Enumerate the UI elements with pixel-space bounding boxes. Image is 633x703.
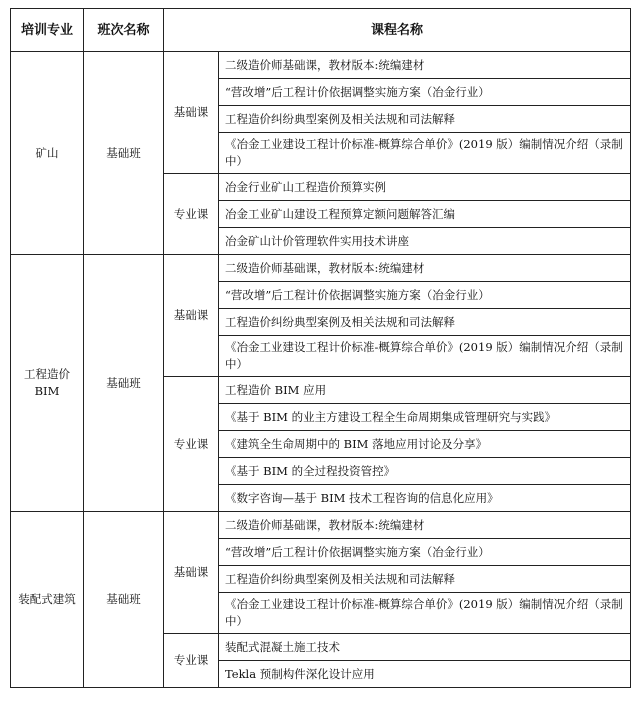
course-cell: 工程造价 BIM 应用 (219, 377, 631, 404)
table-row (11, 255, 631, 282)
course-cell: Tekla 预制构件深化设计应用 (219, 661, 631, 688)
course-cell: 《基于 BIM 的全过程投资管控》 (219, 458, 631, 485)
header-course: 课程名称 (164, 9, 631, 52)
course-cell: 工程造价纠纷典型案例及相关法规和司法解释 (219, 309, 631, 336)
category-cell: 基础课 (164, 52, 219, 174)
category-cell: 专业课 (164, 174, 219, 255)
course-cell: 工程造价纠纷典型案例及相关法规和司法解释 (219, 566, 631, 593)
major-cell: 矿山 (11, 52, 84, 255)
course-cell: 二级造价师基础课，教材版本:统编建材 (219, 52, 631, 79)
category-cell: 专业课 (164, 377, 219, 512)
course-cell: 《冶金工业建设工程计价标准-概算综合单价》(2019 版）编制情况介绍（录制中） (219, 133, 631, 174)
course-cell: 工程造价纠纷典型案例及相关法规和司法解释 (219, 106, 631, 133)
course-cell: “营改增”后工程计价依据调整实施方案（冶金行业） (219, 539, 631, 566)
table-row (11, 52, 631, 79)
course-cell: 《数字咨询—基于 BIM 技术工程咨询的信息化应用》 (219, 485, 631, 512)
course-cell: 二级造价师基础课，教材版本:统编建材 (219, 255, 631, 282)
course-cell: “营改增”后工程计价依据调整实施方案（冶金行业） (219, 79, 631, 106)
header-row (11, 9, 631, 52)
course-cell: 装配式混凝土施工技术 (219, 634, 631, 661)
category-cell: 专业课 (164, 634, 219, 688)
course-cell: 《冶金工业建设工程计价标准-概算综合单价》(2019 版）编制情况介绍（录制中） (219, 336, 631, 377)
course-table (10, 8, 631, 688)
category-cell: 基础课 (164, 512, 219, 634)
class-cell: 基础班 (84, 512, 164, 688)
header-major: 培训专业 (11, 9, 84, 52)
class-cell: 基础班 (84, 52, 164, 255)
course-cell: 《建筑全生命周期中的 BIM 落地应用讨论及分享》 (219, 431, 631, 458)
major-cell: 装配式建筑 (11, 512, 84, 688)
header-class: 班次名称 (84, 9, 164, 52)
course-cell: 《冶金工业建设工程计价标准-概算综合单价》(2019 版）编制情况介绍（录制中） (219, 593, 631, 634)
course-cell: 冶金工业矿山建设工程预算定额问题解答汇编 (219, 201, 631, 228)
course-cell: 二级造价师基础课，教材版本:统编建材 (219, 512, 631, 539)
table-row (11, 512, 631, 539)
course-cell: 冶金行业矿山工程造价预算实例 (219, 174, 631, 201)
category-cell: 基础课 (164, 255, 219, 377)
course-cell: “营改增”后工程计价依据调整实施方案（冶金行业） (219, 282, 631, 309)
major-cell: 工程造价BIM (11, 255, 84, 512)
course-cell: 冶金矿山计价管理软件实用技术讲座 (219, 228, 631, 255)
course-cell: 《基于 BIM 的业主方建设工程全生命周期集成管理研究与实践》 (219, 404, 631, 431)
class-cell: 基础班 (84, 255, 164, 512)
